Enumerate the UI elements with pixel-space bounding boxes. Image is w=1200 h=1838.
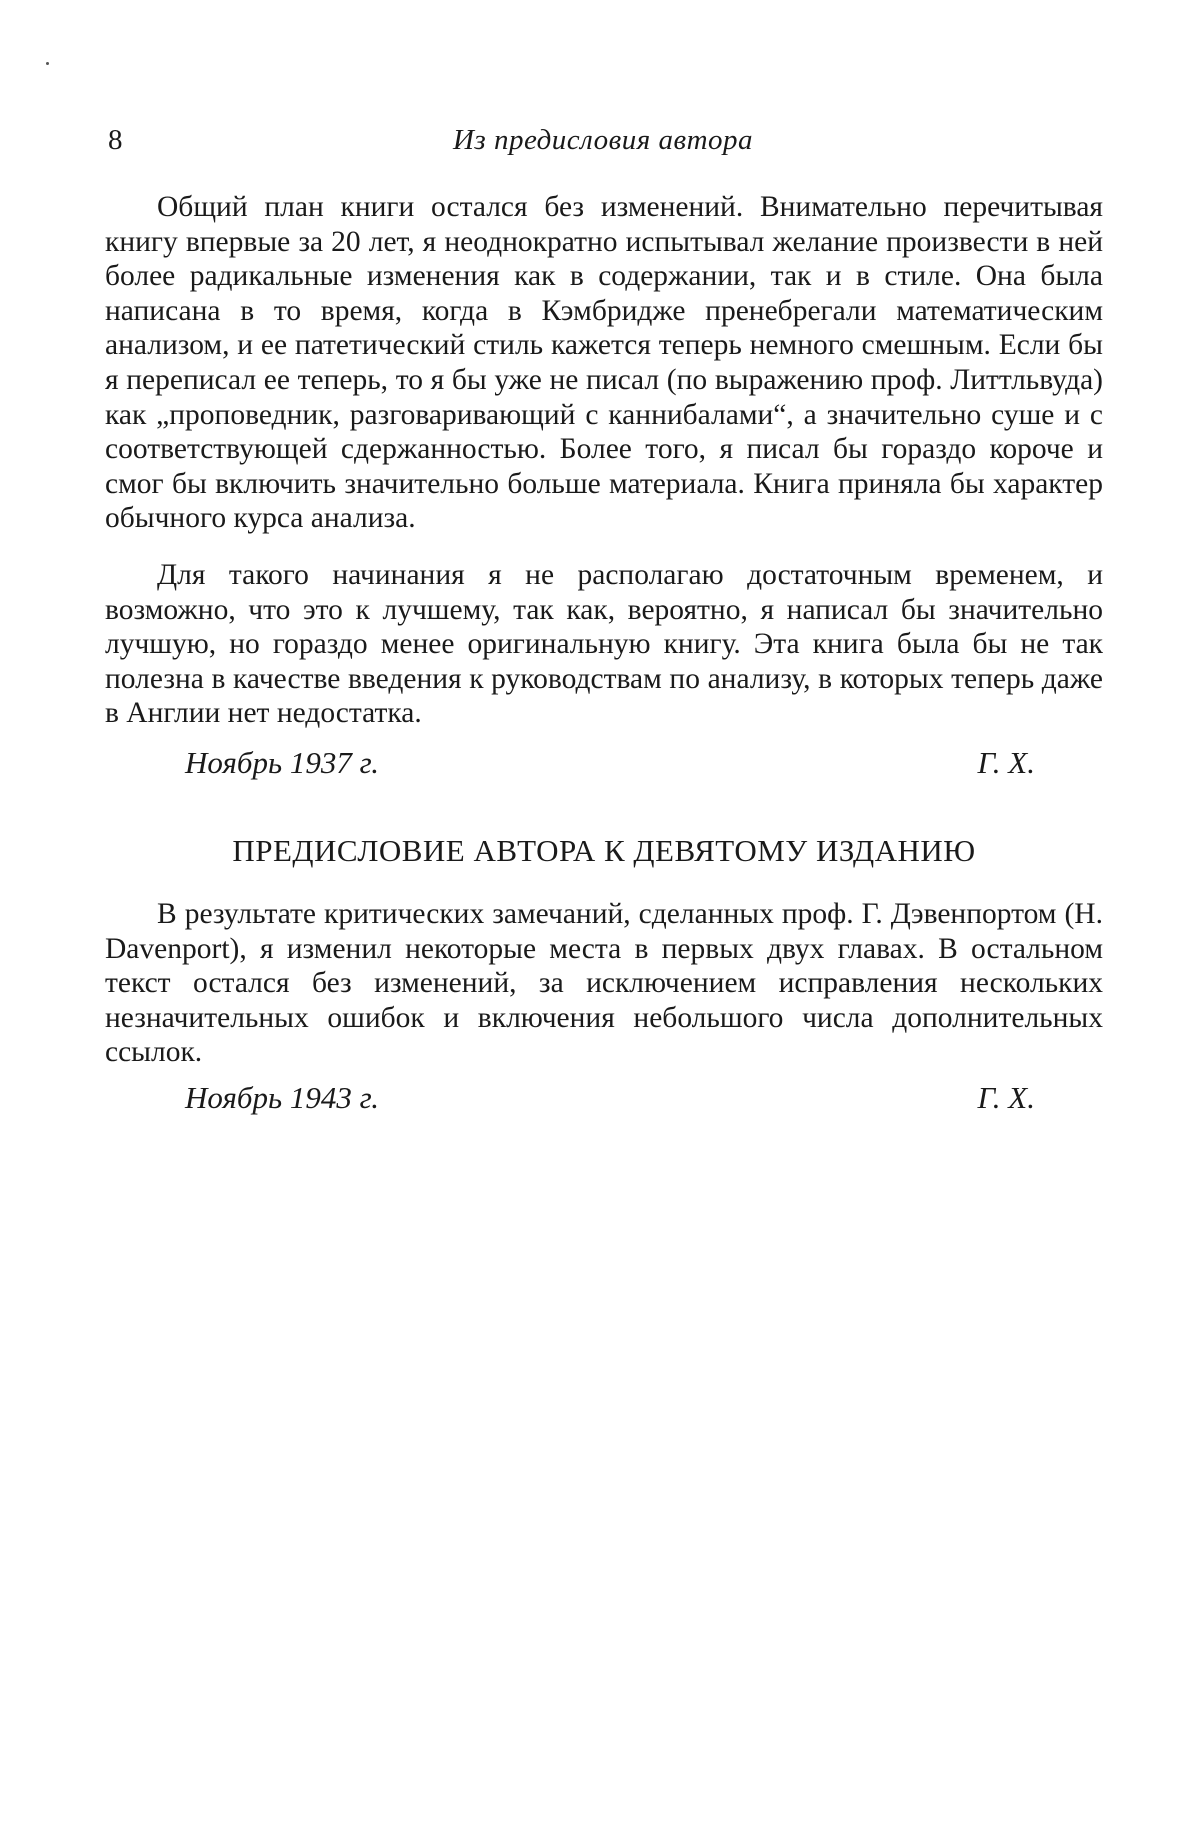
paragraph-ninth-edition: В результате критических замечаний, сделанных проф. Г. Дэвенпортом (H. Davenport), я изменил некоторые места в первых двух главах. В остальном текст остался без изменений, за исключением исправления нескольких незначительных ошибок и включения небольшого числа дополнительных ссылок. (105, 898, 1103, 1069)
section-title: ПРЕДИСЛОВИЕ АВТОРА К ДЕВЯТОМУ ИЗДАНИЮ (232, 833, 976, 868)
scan-speck (46, 62, 49, 65)
signoff-date: Ноябрь 1937 г. (185, 745, 380, 780)
signoff-date: Ноябрь 1943 г. (185, 1080, 380, 1115)
running-title: Из предисловия автора (452, 124, 754, 156)
paragraph-time: Для такого начинания я не располагаю достаточным временем, и возможно, что это к лучшему, так как, вероятно, я написал бы значительно лучшую, но гораздо менее оригинальную книгу. Эта книга была бы не так полезна в качестве введения к руководствам по анализу, в которых теперь даже в Англии нет недостатка. (105, 559, 1103, 730)
signoff-1937 (185, 745, 1035, 785)
paragraph-plan: Общий план книги остался без изменений. Внимательно перечитывая книгу впервые за 20 лет, я неоднократно испытывал желание произвести в ней более радикальные изменения как в содержании, так и в стиле. Она была написана в то время, когда в Кэмбридже пренебрегали математическим анализом, и ее патетический стиль кажется теперь немного смешным. Если бы я переписал ее теперь, то я бы уже не писал (по выражению проф. Литтльвуда) как „проповедник, разговаривающий с каннибалами“, а значительно суше и с соответствующей сдержанностью. Более того, я писал бы гораздо короче и смог бы включить значительно больше материала. Книга приняла бы характер обычного курса анализа. (105, 191, 1103, 535)
signoff-1943 (185, 1080, 1035, 1120)
signoff-initials: Г. Х. (977, 1080, 1035, 1115)
signoff-initials: Г. Х. (977, 745, 1035, 780)
page-header (108, 124, 1098, 164)
page-number: 8 (108, 124, 123, 156)
